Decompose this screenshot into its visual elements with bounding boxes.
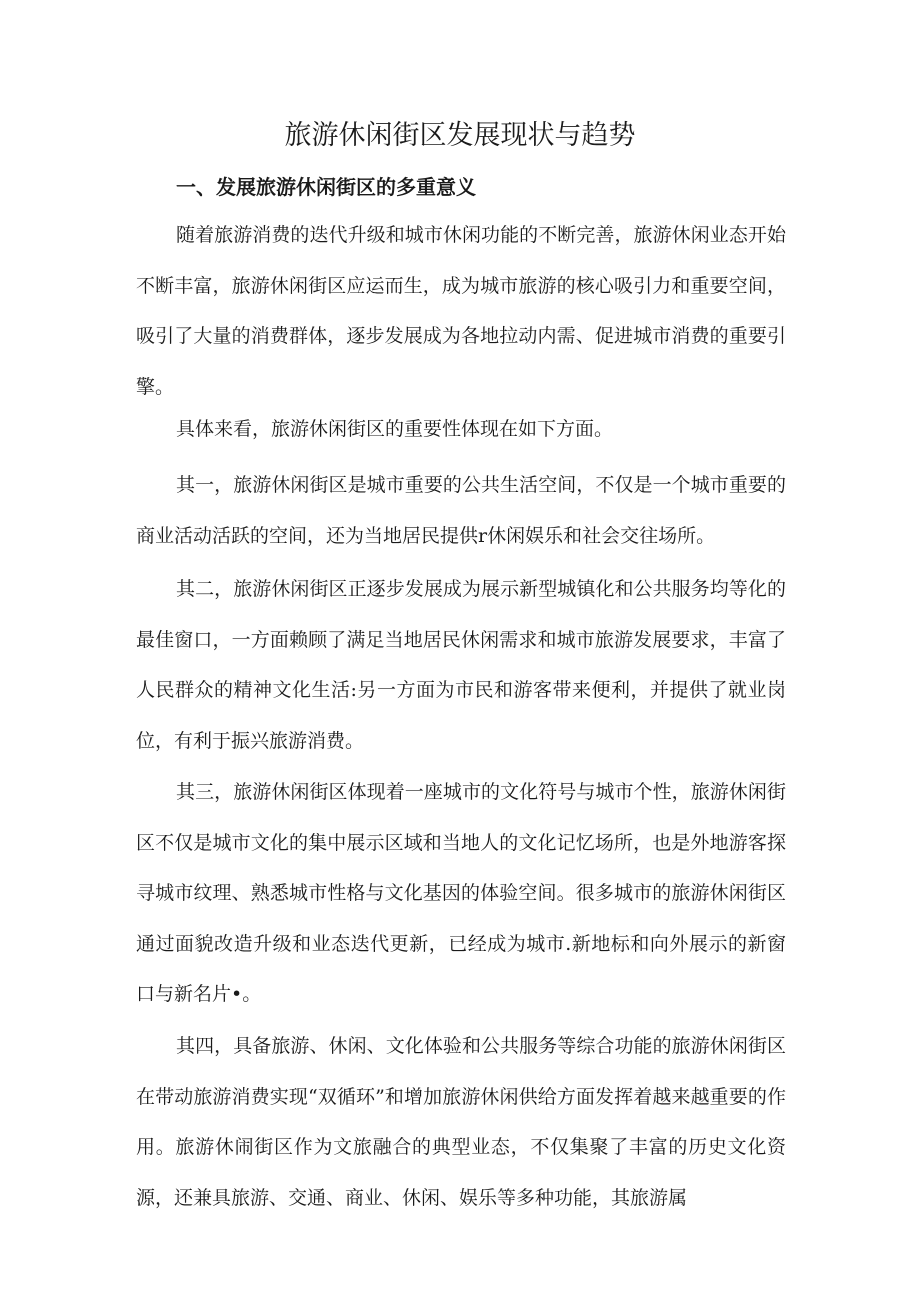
paragraph-point-one: 其一，旅游休闲街区是城市重要的公共生活空间，不仅是一个城市重要的商业活动活跃的空间，还为当地居民提供r休闲娱乐和社会交往场所。 — [136, 474, 786, 547]
paragraph-point-three: 其三，旅游休闲街区体现着一座城市的文化符号与城市个性，旅游休闲街区不仅是城市文化的集中展示区域和当地人的文化记忆场所，也是外地游客探寻城市纹理、熟悉城市性格与文化基因的体验空间。很多城市的旅游休闲街区通过面貌改造升级和业态迭代更新，已经成为城市.新地标和向外展示的新窗口与新名片•。 — [136, 781, 786, 1005]
paragraph-point-two: 其二，旅游休闲街区正逐步发展成为展示新型城镇化和公共服务均等化的最佳窗口，一方面赖顾了满足当地居民休闲需求和城市旅游发展要求，丰富了人民群众的精神文化生活:另一方面为市民和游客带来便利，并提供了就业岗位，有利于振兴旅游消费。 — [136, 578, 786, 752]
paragraph-intro: 随着旅游消费的迭代升级和城市休闲功能的不断完善，旅游休闲业态开始不断丰富，旅游休闲街区应运而生，成为城市旅游的核心吸引力和重要空间，吸引了大量的消费群体，逐步发展成为各地拉动内需、促进城市消费的重要引擎。 — [136, 224, 786, 398]
section-heading: 一、发展旅游休闲街区的多重意义 — [176, 175, 476, 199]
document-title: 旅游休闲街区发展现状与趋势 — [284, 120, 636, 151]
paragraph-point-four: 其四，具备旅游、休闲、文化体验和公共服务等综合功能的旅游休闲街区在带动旅游消费实现“双循环”和增加旅游休闲供给方面发挥着越来越重要的作用。旅游休闹街区作为文旅融合的典型业态，不仅集聚了丰富的历史文化资源，还兼具旅游、交通、商业、休闲、娱乐等多种功能，其旅游属 — [136, 1035, 786, 1209]
paragraph-overview: 具体来看，旅游休闲街区的重要性体现在如下方面。 — [176, 418, 614, 440]
